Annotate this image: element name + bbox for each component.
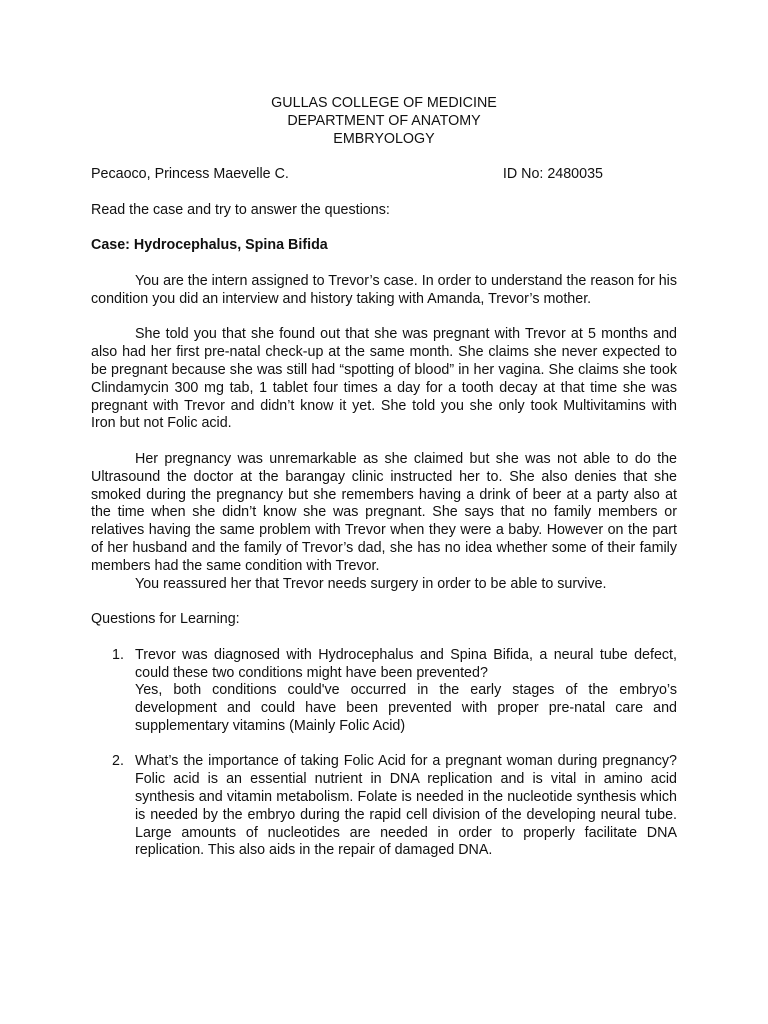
questions-list	[91, 647, 677, 861]
question-body	[135, 647, 677, 736]
document-page	[91, 95, 677, 860]
instruction-text: Read the case and try to answer the questions:	[91, 201, 390, 218]
student-id: ID No: 2480035	[502, 166, 603, 183]
student-name: Pecaoco, Princess Maevelle C.	[91, 166, 289, 183]
spacer	[91, 629, 677, 647]
question-item-2	[112, 753, 677, 860]
student-info-row	[91, 166, 677, 184]
spacer	[91, 184, 677, 202]
spacer	[91, 309, 677, 327]
question-number: 1.	[112, 646, 124, 663]
question-text: What’s the importance of taking Folic Acid for a pregnant woman during pregnancy? Folic acid is an essential nutrient in DNA replication and is vital in amino acid synthesis and vitamin metabolism. Folate is needed in the nucleotide synthesis which is needed by the embryo during the rapid cell division of the developing neural tube. Large amounts of nucleotides are needed in order to properly facilitate DNA replication. This also aids in the repair of damaged DNA.	[135, 753, 677, 859]
question-item-1	[112, 647, 677, 736]
college-name: GULLAS COLLEGE OF MEDICINE	[271, 95, 497, 111]
answer-text: Yes, both conditions could've occurred in the early stages of the embryo’s development and could have been prevented with proper pre-natal care and supplementary vitamins (Mainly Folic Acid)	[135, 682, 677, 734]
question-text: Trevor was diagnosed with Hydrocephalus and Spina Bifida, a neural tube defect, could these two conditions might have been prevented?	[135, 646, 677, 681]
spacer	[91, 148, 677, 166]
questions-heading: Questions for Learning:	[91, 611, 240, 628]
spacer	[91, 736, 677, 754]
spacer	[91, 433, 677, 451]
question-body	[135, 753, 677, 860]
spacer	[91, 220, 677, 238]
subject-name: EMBRYOLOGY	[333, 130, 435, 147]
spacer	[91, 593, 677, 611]
case-paragraph-2: She told you that she found out that she was pregnant with Trevor at 5 months and also had her first pre-natal check-up at the same month. She claims she never expected to be pregnant because she was still had “spotting of blood” in her vagina. She claims she took Clindamycin 300 mg tab, 1 tablet four times a day for a tooth decay at that time she was pregnant with Trevor and didn’t know it yet. She told you she only took Multivitamins with Iron but not Folic acid.	[91, 326, 677, 432]
department-name: DEPARTMENT OF ANATOMY	[287, 112, 481, 129]
case-title: Case: Hydrocephalus, Spina Bifida	[91, 237, 328, 254]
case-paragraph-3: Her pregnancy was unremarkable as she claimed but she was not able to do the Ultrasound the doctor at the barangay clinic instructed her to. She also denies that she smoked during the pregnancy but she remembers having a drink of beer at a party also at the time when she didn’t know she was pregnant. She says that no family members or relatives having the same problem with Trevor when they were a baby. However on the part of her husband and the family of Trevor’s dad, she has no idea whether some of their family members had the same condition with Trevor.	[91, 450, 677, 574]
question-number: 2.	[112, 753, 124, 770]
case-paragraph-1: You are the intern assigned to Trevor’s case. In order to understand the reason for his condition you did an interview and history taking with Amanda, Trevor’s mother.	[91, 272, 677, 307]
spacer	[91, 255, 677, 273]
case-paragraph-4: You reassured her that Trevor needs surgery in order to be able to survive.	[135, 575, 607, 592]
